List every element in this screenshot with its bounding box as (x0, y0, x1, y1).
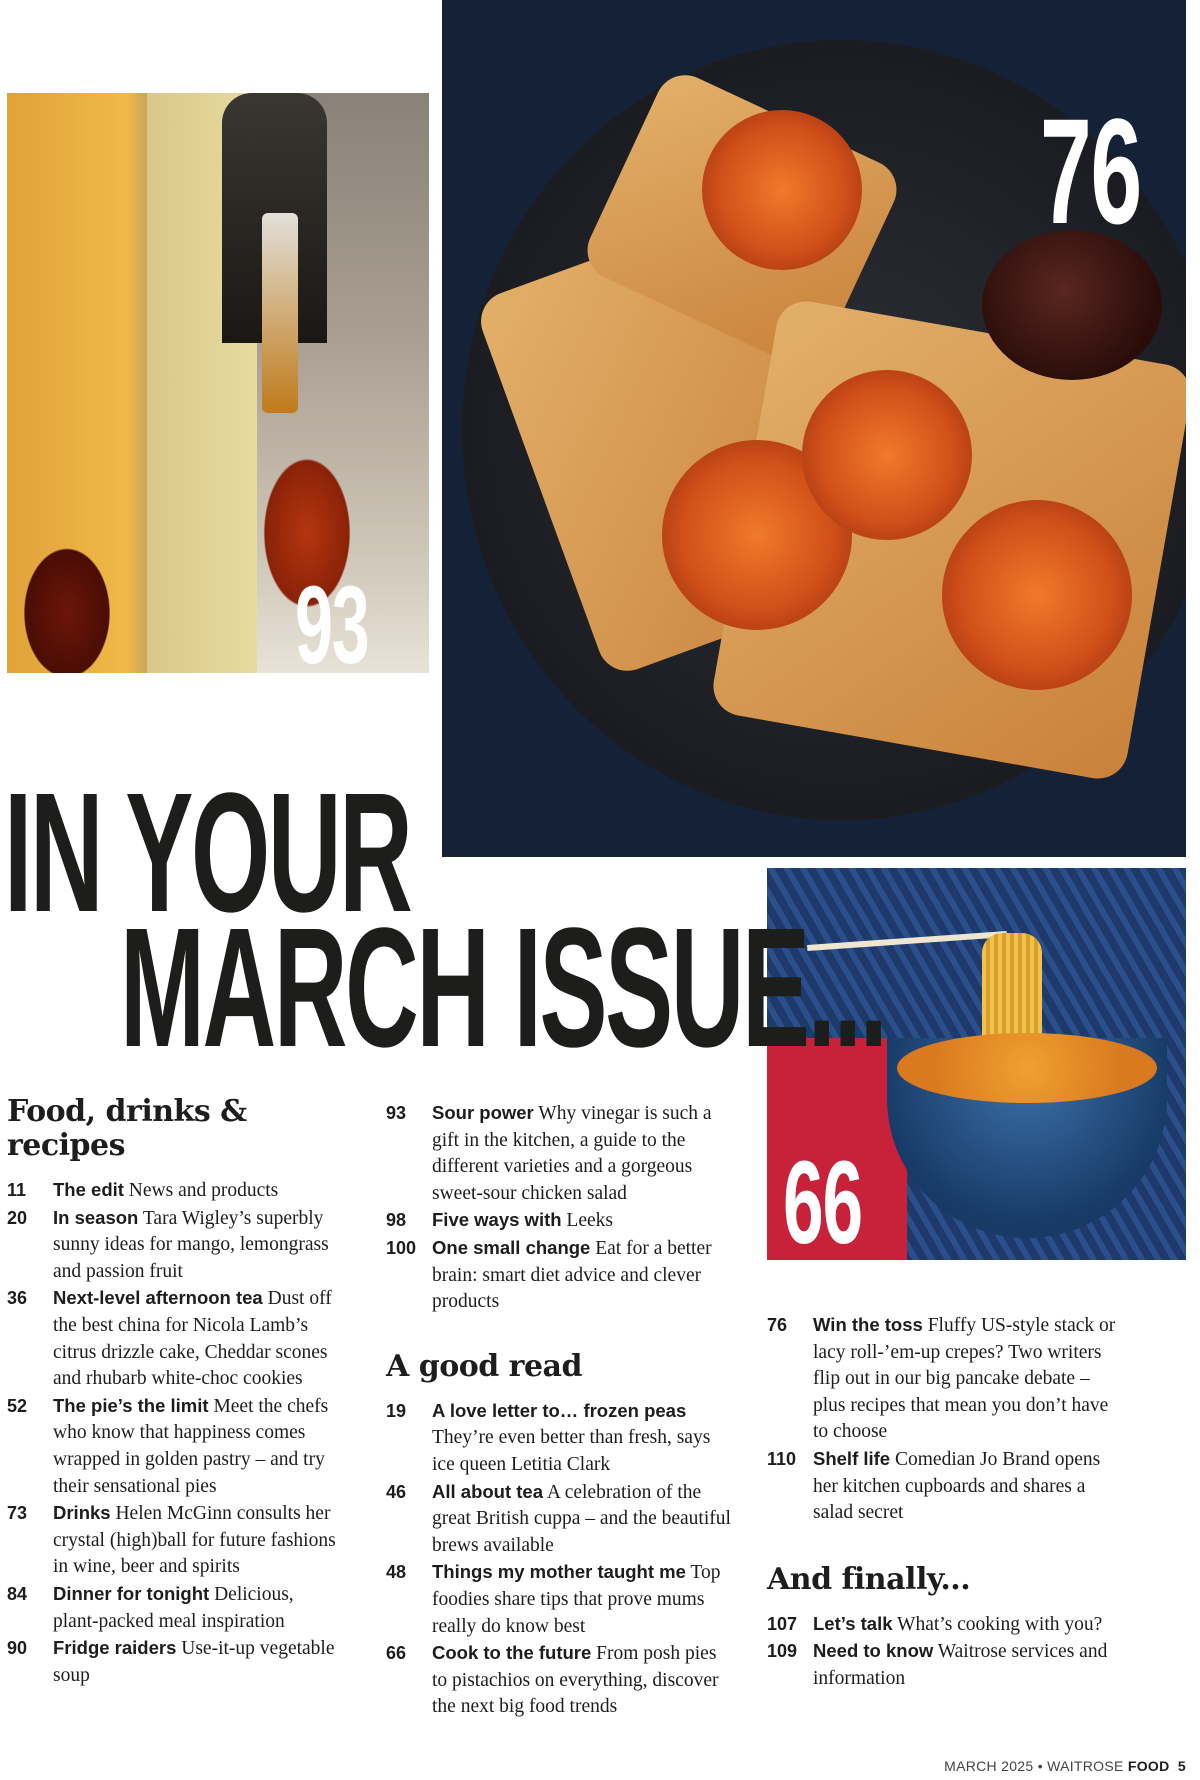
contents-entry[interactable] (7, 1635, 342, 1689)
entry-title: Things my mother taught me (432, 1561, 686, 1583)
soup (897, 1033, 1157, 1103)
section-title: A good read (386, 1348, 582, 1384)
entry-page-number: 100 (386, 1237, 417, 1258)
contents-entry[interactable] (386, 1398, 736, 1479)
contents-entry[interactable] (767, 1611, 1127, 1639)
contents-entry[interactable] (7, 1205, 342, 1286)
entry-text (813, 1446, 1127, 1527)
entry-page-number: 84 (7, 1583, 28, 1604)
entry-description: What’s cooking with you? (897, 1613, 1103, 1635)
orange-slice (802, 370, 972, 540)
entry-description: Waitrose services and information (813, 1641, 1108, 1689)
entry-description: News and products (128, 1180, 279, 1201)
contents-entry[interactable] (386, 1235, 736, 1316)
entry-page-number: 52 (7, 1395, 28, 1416)
contents-section (767, 1563, 1127, 1693)
entry-title: Need to know (813, 1640, 934, 1662)
contents-section (386, 1350, 736, 1721)
contents-entry[interactable] (7, 1500, 342, 1581)
entry-description: A celebration of the great British cuppa – and the beautiful brews available (432, 1481, 731, 1556)
entry-page-number: 11 (7, 1180, 27, 1200)
entry-title: The edit (53, 1179, 124, 1200)
entry-page-number: 98 (386, 1210, 407, 1231)
entry-title: Sour power (432, 1102, 534, 1123)
orange-slice (942, 500, 1132, 690)
page-number-overlay: 93 (295, 564, 369, 673)
contents-entry[interactable] (7, 1393, 342, 1500)
section-title: Food, drinks & recipes (7, 1094, 247, 1163)
entry-title: Cook to the future (432, 1642, 592, 1664)
footer-page-number: 5 (1177, 1758, 1186, 1774)
entry-text (53, 1581, 342, 1635)
entry-description: Eat for a better brain: smart diet advice and clever products (432, 1237, 712, 1313)
entry-description: Helen McGinn consults her crystal (high)ball for future fashions in wine, beer and spirits (53, 1503, 336, 1578)
page-number-overlay: 76 (1040, 87, 1141, 255)
contents-entry[interactable] (386, 1100, 736, 1207)
entry-title: Shelf life (813, 1447, 891, 1469)
contents-entry[interactable] (767, 1638, 1127, 1692)
entry-page-number: 19 (386, 1400, 407, 1421)
contents-entry[interactable] (7, 1177, 342, 1205)
section-title: And finally... (767, 1561, 971, 1597)
contents-entry[interactable] (386, 1207, 736, 1235)
entry-page-number: 48 (386, 1562, 407, 1583)
entry-description: Dust off the best china for Nicola Lamb’s citrus drizzle cake, Cheddar scones and rhubarb white-choc cookies (53, 1288, 332, 1390)
contents-entry[interactable] (386, 1559, 736, 1640)
entry-text (432, 1398, 736, 1479)
entry-page-number: 110 (767, 1448, 797, 1469)
entry-text (53, 1393, 342, 1500)
entry-text (53, 1205, 342, 1286)
entry-title: A love letter to… frozen peas (432, 1399, 687, 1421)
entry-text (432, 1207, 736, 1235)
contents-entry[interactable] (386, 1479, 736, 1560)
headline-line-1: IN YOUR (4, 758, 411, 948)
crepes-photo (442, 0, 1186, 857)
entry-page-number: 109 (767, 1641, 798, 1662)
entry-description: Fluffy US-style stack or lacy roll-’em-up crepes? Two writers flip out in our big pancake debate – plus recipes that mean you don’t have to choose (813, 1315, 1116, 1443)
contents-column-3 (767, 1312, 1127, 1693)
entry-title: One small change (432, 1236, 591, 1258)
entry-title: Five ways with (432, 1209, 562, 1231)
entry-text (813, 1638, 1127, 1692)
entry-description: From posh pies to pistachios on everything, discover the next big food trends (432, 1643, 719, 1718)
entry-description: Tara Wigley’s superbly sunny ideas for mango, lemongrass and passion fruit (53, 1207, 329, 1282)
entry-title: The pie’s the limit (53, 1394, 209, 1416)
entry-description: Top foodies share tips that prove mums really do know best (432, 1562, 721, 1637)
contents-section (386, 1100, 736, 1316)
entry-description: Delicious, plant-packed meal inspiration (53, 1583, 294, 1632)
entry-text (53, 1635, 342, 1689)
entry-text (53, 1285, 342, 1392)
entry-description: Leeks (566, 1210, 613, 1232)
entry-text (813, 1611, 1127, 1639)
footer-brand-bold: FOOD (1127, 1758, 1170, 1774)
entry-text (53, 1177, 342, 1205)
entry-description: They’re even better than fresh, says ice queen Letitia Clark (432, 1427, 711, 1475)
contents-column-2 (386, 1100, 736, 1721)
entry-page-number: 107 (767, 1613, 798, 1634)
contents-entry[interactable] (767, 1312, 1127, 1446)
contents-section (767, 1312, 1127, 1527)
entry-title: Drinks (53, 1502, 111, 1524)
footer-brand: WAITROSE (1047, 1758, 1124, 1774)
contents-entry[interactable] (386, 1640, 736, 1721)
entry-title: Next-level afternoon tea (53, 1287, 263, 1309)
entry-description: Use-it-up vegetable soup (53, 1638, 335, 1686)
entry-page-number: 66 (386, 1643, 407, 1664)
entry-text (432, 1235, 736, 1316)
entry-page-number: 46 (386, 1481, 407, 1502)
entry-text (813, 1312, 1127, 1446)
bottle-neck (262, 213, 298, 413)
contents-column-1 (7, 1095, 342, 1689)
contents-entry[interactable] (767, 1446, 1127, 1527)
footer-separator: • (1037, 1758, 1043, 1774)
entry-description: Comedian Jo Brand opens her kitchen cupboards and shares a salad secret (813, 1448, 1101, 1524)
entry-description: Meet the chefs who know that happiness comes wrapped in golden pastry – and try their sensational pies (53, 1395, 329, 1497)
contents-entry[interactable] (7, 1581, 342, 1635)
entry-text (53, 1500, 342, 1581)
entry-text (432, 1479, 736, 1560)
entry-title: All about tea (432, 1480, 544, 1502)
entry-page-number: 73 (7, 1503, 28, 1524)
entry-description: Why vinegar is such a gift in the kitchen, a guide to the different varieties and a gorgeous sweet-sour chicken salad (432, 1103, 712, 1204)
entry-title: In season (53, 1206, 139, 1228)
entry-page-number: 90 (7, 1638, 28, 1659)
page-footer (944, 1758, 1186, 1774)
entry-title: Fridge raiders (53, 1637, 177, 1659)
entry-page-number: 20 (7, 1207, 28, 1228)
entry-page-number: 93 (386, 1103, 407, 1123)
entry-title: Dinner for tonight (53, 1582, 210, 1604)
entry-text (432, 1559, 736, 1640)
footer-issue: MARCH 2025 (944, 1758, 1034, 1774)
entry-title: Win the toss (813, 1314, 923, 1335)
entry-title: Let’s talk (813, 1612, 893, 1634)
entry-page-number: 36 (7, 1288, 28, 1309)
entry-text (432, 1640, 736, 1721)
vinegar-bottles-photo (7, 93, 429, 673)
entry-text (432, 1100, 736, 1207)
entry-page-number: 76 (767, 1315, 788, 1335)
contents-entry[interactable] (7, 1285, 342, 1392)
contents-section (7, 1095, 342, 1689)
headline-line-2: MARCH ISSUE... (120, 893, 886, 1083)
page-number-overlay: 66 (783, 1137, 862, 1260)
orange-slice (702, 110, 862, 270)
